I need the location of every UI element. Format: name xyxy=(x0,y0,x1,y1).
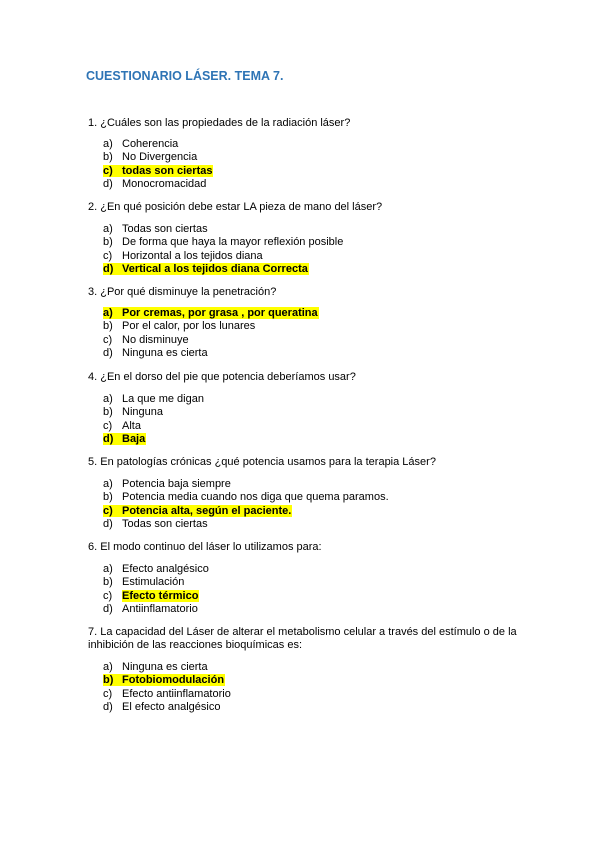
option-q4-b xyxy=(103,406,204,419)
option-q2-a xyxy=(103,223,343,236)
option-text: Estimulación xyxy=(122,576,185,589)
option-text: Potencia media cuando nos diga que quema paramos. xyxy=(122,491,389,504)
option-letter: c) xyxy=(103,589,113,602)
option-text-highlighted: Por cremas, por grasa , por queratina xyxy=(122,307,318,319)
option-letter: a) xyxy=(103,223,113,235)
option-letter: d) xyxy=(103,432,114,445)
option-letter: a) xyxy=(103,563,113,575)
option-q1-d xyxy=(103,178,213,191)
option-letter: b) xyxy=(103,491,113,504)
option-letter: b) xyxy=(103,576,113,589)
option-letter: a) xyxy=(103,393,113,405)
option-text: Todas son ciertas xyxy=(122,223,208,235)
option-letter: d) xyxy=(103,700,113,713)
option-letter: d) xyxy=(103,517,113,530)
option-text: Ninguna es cierta xyxy=(122,346,208,359)
question-3: 3. ¿Por qué disminuye la penetración? xyxy=(88,286,277,298)
option-text: Coherencia xyxy=(122,138,179,150)
question-5: 5. En patologías crónicas ¿qué potencia usamos para la terapia Láser? xyxy=(88,456,436,468)
option-text: El efecto analgésico xyxy=(122,700,221,713)
option-q5-c xyxy=(103,505,389,518)
option-q6-c xyxy=(103,590,209,603)
option-q6-b xyxy=(103,576,209,589)
option-letter: d) xyxy=(103,602,113,615)
options-q4 xyxy=(103,393,204,446)
option-text: De forma que haya la mayor reflexión posible xyxy=(122,236,344,249)
option-letter: b) xyxy=(103,674,114,687)
option-q7-c xyxy=(103,688,231,701)
option-q5-a xyxy=(103,478,389,491)
option-letter: b) xyxy=(103,151,113,164)
option-text: La que me digan xyxy=(122,393,204,405)
option-q6-d xyxy=(103,603,209,616)
option-letter: d) xyxy=(103,262,114,275)
option-q3-c xyxy=(103,334,319,347)
option-q5-b xyxy=(103,491,389,504)
option-letter: a) xyxy=(103,478,113,490)
question-6: 6. El modo continuo del láser lo utilizamos para: xyxy=(88,541,322,553)
option-text: Horizontal a los tejidos diana xyxy=(122,249,263,262)
option-q4-d xyxy=(103,433,204,446)
option-text: Por el calor, por los lunares xyxy=(122,320,256,333)
option-q3-a xyxy=(103,307,319,320)
option-text: Antiinflamatorio xyxy=(122,602,198,615)
option-letter: b) xyxy=(103,320,113,333)
option-text-highlighted: todas son ciertas xyxy=(122,164,213,177)
option-text: No Divergencia xyxy=(122,151,198,164)
options-q6 xyxy=(103,563,209,616)
option-q4-a xyxy=(103,393,204,406)
option-text: Todas son ciertas xyxy=(122,517,208,530)
option-q1-c xyxy=(103,165,213,178)
option-q3-d xyxy=(103,347,319,360)
option-text: Ninguna xyxy=(122,406,163,419)
option-q7-b xyxy=(103,674,231,687)
option-q1-b xyxy=(103,151,213,164)
question-4: 4. ¿En el dorso del pie que potencia deberíamos usar? xyxy=(88,371,356,383)
option-letter: d) xyxy=(103,177,113,190)
option-text-highlighted: Fotobiomodulación xyxy=(122,674,225,687)
option-letter: d) xyxy=(103,346,113,359)
option-letter: c) xyxy=(103,687,113,700)
document-title: CUESTIONARIO LÁSER. TEMA 7. xyxy=(86,69,284,83)
options-q3 xyxy=(103,307,319,360)
option-text-highlighted: Potencia alta, según el paciente. xyxy=(122,504,292,517)
option-q2-b xyxy=(103,236,343,249)
option-letter: a) xyxy=(103,138,113,150)
options-q7 xyxy=(103,661,231,714)
option-text: Potencia baja siempre xyxy=(122,478,231,490)
option-q5-d xyxy=(103,518,389,531)
option-text: Ninguna es cierta xyxy=(122,661,208,673)
option-q4-c xyxy=(103,420,204,433)
option-q2-c xyxy=(103,250,343,263)
option-text: Efecto analgésico xyxy=(122,563,209,575)
option-letter: b) xyxy=(103,406,113,419)
option-letter: a) xyxy=(103,661,113,673)
option-text-highlighted: Efecto térmico xyxy=(122,589,199,602)
question-1: 1. ¿Cuáles son las propiedades de la radiación láser? xyxy=(88,117,351,129)
option-text: Monocromacidad xyxy=(122,177,207,190)
option-letter: c) xyxy=(103,333,113,346)
question-2: 2. ¿En qué posición debe estar LA pieza de mano del láser? xyxy=(88,201,383,213)
option-q3-b xyxy=(103,320,319,333)
option-letter: c) xyxy=(103,164,113,177)
option-letter: c) xyxy=(103,504,113,517)
option-letter: a) xyxy=(103,307,113,319)
option-text: No disminuye xyxy=(122,333,189,346)
option-text-highlighted: Baja xyxy=(122,432,146,445)
option-letter: c) xyxy=(103,249,113,262)
option-text: Efecto antiinflamatorio xyxy=(122,687,231,700)
option-q7-d xyxy=(103,701,231,714)
option-text: Alta xyxy=(122,419,141,432)
options-q2 xyxy=(103,223,343,276)
option-letter: b) xyxy=(103,236,113,249)
option-q2-d xyxy=(103,263,343,276)
option-q7-a xyxy=(103,661,231,674)
question-7: 7. La capacidad del Láser de alterar el metabolismo celular a través del estímulo o de la inhibición de las reacciones bioquímicas es: xyxy=(88,626,517,651)
options-q1 xyxy=(103,138,213,191)
option-letter: c) xyxy=(103,419,113,432)
option-q1-a xyxy=(103,138,213,151)
options-q5 xyxy=(103,478,389,531)
option-q6-a xyxy=(103,563,209,576)
option-text-highlighted: Vertical a los tejidos diana Correcta xyxy=(122,262,308,275)
